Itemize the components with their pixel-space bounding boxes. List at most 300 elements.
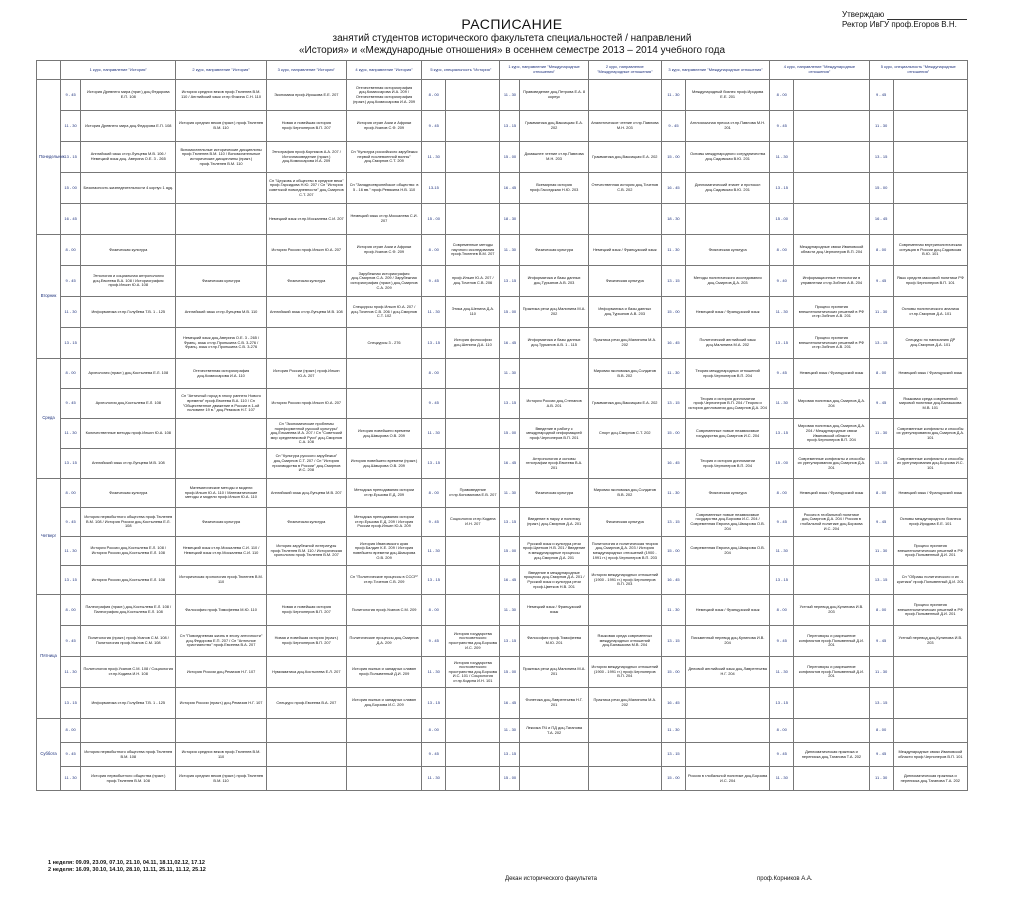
- schedule-cell: Теория и история дипломатии проф.Черноперов В.П. 204: [685, 449, 769, 479]
- time-slot: 15 - 00: [770, 449, 794, 479]
- schedule-cell: Методика преподавания истории ст.пр.Ершова Е.Д. 209: [346, 479, 421, 508]
- schedule-cell: История стран Азии и Африки проф.Усанов С.Ф. 209: [346, 235, 421, 266]
- time-slot: 11 - 30: [869, 767, 893, 791]
- schedule-cell: [794, 719, 869, 743]
- time-slot: 11 - 30: [869, 657, 893, 688]
- schedule-cell: Деловой английский язык доц.Лаврентьева Н.Г. 204: [685, 657, 769, 688]
- schedule-cell: Количественные методы проф.Ильин Ю.А. 108: [81, 419, 176, 449]
- schedule-row: [37, 767, 968, 791]
- schedule-cell: Переговоры и разрешение конфликтов проф.Полывенный Д.И. 201: [794, 626, 869, 657]
- schedule-cell: Безопасность жизнедеятельности 4 корпус 1 ауд.: [81, 173, 176, 204]
- schedule-row: [37, 743, 968, 767]
- schedule-cell: [446, 389, 500, 419]
- schedule-cell: [893, 142, 967, 173]
- column-header: 5 курс, специальность "История": [422, 61, 500, 80]
- schedule-cell: Сп "Западноевропейское общество: в 5 - 16 вв." проф.Ревякина Н.В. 110: [346, 173, 421, 204]
- schedule-cell: История России (практ.) проф.Ильин Ю.А. 207: [266, 359, 346, 389]
- schedule-cell: Немецкий язык / Французский язык: [685, 595, 769, 626]
- schedule-cell: Информатика и базы данных доц.Турьянов А.В. 1 - 115: [520, 328, 588, 359]
- time-slot: 16 - 45: [500, 173, 520, 204]
- time-slot: 16 - 45: [500, 449, 520, 479]
- time-slot: 13 - 15: [422, 566, 446, 595]
- time-slot: 8 - 00: [61, 235, 81, 266]
- schedule-cell: Грамматика доц.Ваксицкая Е.А. 202: [588, 142, 661, 173]
- schedule-cell: Физическая культура: [588, 508, 661, 537]
- schedule-cell: Спецкурсы проф.Ильин Ю.А. 207 / доц.Точенов С.В. 206 / доц.Смирнов С.Т. 102: [346, 297, 421, 328]
- time-slot: 18 - 30: [661, 204, 685, 235]
- schedule-cell: Сп "Античный город в эпоху раннего Нового времени" проф.Евсеева В.А. 110 / Сп "Общественное движение в России в 1-ой половине 19 в." доц.Ремизов Н.Г. 107: [176, 389, 266, 419]
- schedule-cell: Международные связи Ивановской области доц.Черноперов В.П. 204: [794, 235, 869, 266]
- schedule-cell: История Древнего мира доц.Федорова Е.П. 108: [81, 111, 176, 142]
- schedule-cell: История Древнего мира (прат.) доц.Федорова Е.П. 108: [81, 80, 176, 111]
- time-slot: 9 - 45: [869, 626, 893, 657]
- schedule-cell: Язык средств массовой политики РФ проф.Черноперов В.П. 101: [893, 266, 967, 297]
- schedule-cell: Отечественная историография доц.Комиссарова И.А. 110: [176, 359, 266, 389]
- schedule-cell: Отечественная историография доц.Комиссарова И.А. 209 / Отечественная историография (практ.) доц.Комиссарова И.А. 209: [346, 80, 421, 111]
- time-slot: 15 - 00: [661, 537, 685, 566]
- time-slot: 8 - 00: [770, 80, 794, 111]
- time-slot: 8 - 00: [770, 479, 794, 508]
- time-slot: 11 - 30: [422, 537, 446, 566]
- time-slot: 15 - 00: [500, 657, 520, 688]
- time-slot: 8 - 00: [770, 595, 794, 626]
- schedule-row: [37, 688, 968, 719]
- approval-block: [842, 10, 967, 30]
- schedule-cell: Археология (практ.) доц.Костылева Е.Л. 108: [81, 359, 176, 389]
- schedule-cell: История первобытного общества проф.Тюленев В.М. 108: [81, 743, 176, 767]
- schedule-cell: [346, 767, 421, 791]
- schedule-cell: Языковая среда современных международных отношений доц.Балашкова М.В. 204: [588, 626, 661, 657]
- time-slot: 9 - 45: [61, 508, 81, 537]
- schedule-cell: Вспомогательные исторические дисциплины проф.Тюленев В.М. 110 / Вспомогательные исторические дисциплины (практ.) проф.Тюленев В.М. 110: [176, 142, 266, 173]
- schedule-cell: [446, 419, 500, 449]
- time-slot: 9 - 45: [661, 111, 685, 142]
- schedule-cell: История России (практ.) доц.Ремизов Н.Г. 107: [176, 688, 266, 719]
- schedule-cell: История международных отношений (1900 - 1991 гг.) проф.Черноперов В.П. 204: [588, 657, 661, 688]
- schedule-row: [37, 566, 968, 595]
- time-slot: 13 - 15: [500, 111, 520, 142]
- time-slot: 11 - 30: [869, 111, 893, 142]
- schedule-cell: Политология (практ.) проф.Усанов С.М. 108 / Политология проф.Усанов С.М. 108: [81, 626, 176, 657]
- schedule-cell: Этнография проф.Корников А.А. 207 / Источниковедение (практ.) доц.Комиссарова И.А. 209: [266, 142, 346, 173]
- schedule-cell: [346, 719, 421, 743]
- schedule-cell: Информатика и базы данных доц.Турьянов А.В. 203: [588, 297, 661, 328]
- time-slot: 15 - 00: [661, 657, 685, 688]
- schedule-cell: Введение в науку и политику (практ.) доц.Смирнов Д.А. 201: [520, 508, 588, 537]
- schedule-row: [37, 508, 968, 537]
- schedule-row: [37, 449, 968, 479]
- schedule-row: [37, 111, 968, 142]
- schedule-cell: История России доц.Костылева Е.Л. 108: [81, 566, 176, 595]
- time-slot: 9 - 45: [422, 389, 446, 419]
- time-slot: 9 - 45: [61, 80, 81, 111]
- time-slot: 11 - 30: [661, 479, 685, 508]
- schedule-cell: Современная Европа доц.Шмырова О.В. 204: [685, 537, 769, 566]
- schedule-cell: Английский язык ст.пр.Лупцева М.В. 110: [176, 297, 266, 328]
- schedule-row: [37, 419, 968, 449]
- schedule-cell: [446, 173, 500, 204]
- schedule-cell: Информатика ст.пр.Голубева Т.В. 1 - 125: [81, 688, 176, 719]
- schedule-cell: Новая и новейшая история проф.Черноперов В.П. 207: [266, 595, 346, 626]
- schedule-cell: Основы политического анализа ст.пр.Смирнов Д.А. 101: [893, 297, 967, 328]
- schedule-cell: Языковая среда современной мировой политики доц.Балашкова М.В. 101: [893, 389, 967, 419]
- time-slot: 16 - 45: [661, 328, 685, 359]
- schedule-cell: [794, 142, 869, 173]
- schedule-cell: История зарубежной литературы проф.Тюленев В.М. 110 / Историческая хронология проф.Тюленев В.М. 207: [266, 537, 346, 566]
- schedule-cell: Физическая культура: [81, 235, 176, 266]
- schedule-cell: Спорт доц.Смирнов С.Т. 202: [588, 419, 661, 449]
- schedule-cell: [893, 80, 967, 111]
- time-slot: 9 - 45: [770, 508, 794, 537]
- schedule-cell: Физическая культура: [176, 508, 266, 537]
- schedule-cell: [794, 688, 869, 719]
- time-slot: 11 - 30: [869, 419, 893, 449]
- time-slot: 11 - 30: [422, 142, 446, 173]
- time-slot: 8 - 00: [61, 595, 81, 626]
- schedule-cell: [446, 719, 500, 743]
- schedule-cell: [794, 566, 869, 595]
- schedule-cell: Введение в международные процессы доц.Смирнов Д.А. 201 / Русский язык и культура речи проф.Цветков Н.В. 201: [520, 566, 588, 595]
- schedule-cell: История Ивановского края проф.Балдин К.Е. 209 / История новейшего времени доц.Шмырова О.В. 209: [346, 537, 421, 566]
- schedule-cell: [176, 173, 266, 204]
- schedule-cell: Немецкий язык ст.пр.Москалева С.И. 207: [346, 204, 421, 235]
- time-slot: 11 - 30: [661, 595, 685, 626]
- time-slot: 11 - 30: [770, 537, 794, 566]
- schedule-row: [37, 657, 968, 688]
- schedule-cell: Физическая культура: [685, 479, 769, 508]
- time-slot: 11 - 30: [500, 595, 520, 626]
- schedule-cell: История первобытного общества (практ.) проф.Тюленев В.М. 108: [81, 767, 176, 791]
- schedule-cell: [176, 204, 266, 235]
- schedule-cell: [446, 142, 500, 173]
- schedule-cell: [520, 743, 588, 767]
- column-header: 4 курс, направление "История": [346, 61, 421, 80]
- time-slot: 8 - 00: [422, 359, 446, 389]
- time-slot: 9 - 45: [422, 111, 446, 142]
- schedule-cell: Переговоры и разрешение конфликтов проф.Полывенный Д.И. 201: [794, 657, 869, 688]
- schedule-cell: [346, 359, 421, 389]
- schedule-cell: История России доц.Ремизов Н.Г. 107: [176, 657, 266, 688]
- column-header: 4 курс, направление "Международные отношения": [770, 61, 869, 80]
- time-slot: 16 - 45: [661, 566, 685, 595]
- schedule-cell: Нумизматика доц.Костылева Е.Л. 207: [266, 657, 346, 688]
- schedule-cell: проф.Ильин Ю.А. 207 / доц.Точенов С.В. 206: [446, 266, 500, 297]
- schedule-cell: Политология проф.Усанов С.М. 108 / Социология ст.пр.Кодина И.Н. 108: [81, 657, 176, 688]
- schedule-row: [37, 595, 968, 626]
- schedule-row: [37, 297, 968, 328]
- schedule-cell: История России проф.Ильин Ю.А. 207: [266, 389, 346, 419]
- header-corner: [37, 61, 61, 80]
- time-slot: 8 - 00: [869, 595, 893, 626]
- schedule-cell: [446, 566, 500, 595]
- time-slot: 9 - 45: [422, 508, 446, 537]
- schedule-cell: Дипломатический этикет и протокол доц.Садовская В.Ю. 201: [685, 173, 769, 204]
- time-slot: 13 - 15: [500, 743, 520, 767]
- schedule-cell: Физическая культура: [520, 479, 588, 508]
- schedule-cell: Зарубежная историография доц.Смирнов С.А. 209 / Зарубежная историография (практ.) доц.Смирнов С.А. 209: [346, 266, 421, 297]
- subtitle-line: занятий студентов исторического факультета специальностей / направлений: [332, 33, 692, 44]
- schedule-cell: История новейшего времени (практ.) доц.Шмырова О.В. 209: [346, 449, 421, 479]
- schedule-row: [37, 266, 968, 297]
- column-header: 2 курс, направление "История": [176, 61, 266, 80]
- schedule-cell: [685, 204, 769, 235]
- day-label: Среда: [37, 359, 61, 479]
- schedule-cell: Философия проф.Тимофеева М.Ю. 201: [520, 626, 588, 657]
- schedule-cell: Сп "Образы политического и их критика" проф.Полывенный Д.И. 201: [893, 566, 967, 595]
- schedule-cell: [266, 743, 346, 767]
- schedule-cell: [893, 719, 967, 743]
- schedule-cell: Немецкий язык / Французский язык: [520, 595, 588, 626]
- dean-label: Декан исторического факультета: [505, 876, 597, 882]
- schedule-cell: История южных и западных славян проф.Полывенный Д.И. 209: [346, 657, 421, 688]
- time-slot: 8 - 00: [422, 80, 446, 111]
- schedule-cell: [446, 595, 500, 626]
- time-slot: 15 - 00: [661, 419, 685, 449]
- schedule-cell: Экономика проф.Ирошова Е.Е. 207: [266, 80, 346, 111]
- schedule-cell: [81, 719, 176, 743]
- time-slot: 11 - 30: [422, 657, 446, 688]
- time-slot: 13 - 15: [869, 566, 893, 595]
- time-slot: 13 - 15: [422, 328, 446, 359]
- time-slot: 13 - 15: [500, 508, 520, 537]
- time-slot: 13 - 15: [770, 328, 794, 359]
- time-slot: 15 - 00: [500, 419, 520, 449]
- schedule-cell: Новая и новейшая история (практ.) проф.Черноперов В.П. 207: [266, 626, 346, 657]
- schedule-cell: Антропология и основы этнографии проф.Евсеева В.А. 201: [520, 449, 588, 479]
- schedule-row: [37, 537, 968, 566]
- schedule-cell: [588, 767, 661, 791]
- schedule-cell: История России доц.Степанов А.В. 201: [520, 389, 588, 419]
- schedule-cell: Физическая культура: [520, 235, 588, 266]
- time-slot: 9 - 45: [770, 111, 794, 142]
- time-slot: 15 - 00: [661, 297, 685, 328]
- time-slot: 8 - 00: [869, 359, 893, 389]
- schedule-cell: Всемирная история проф.Гасседская Н.Ю. 203: [520, 173, 588, 204]
- schedule-cell: [446, 449, 500, 479]
- time-slot: 8 - 00: [869, 235, 893, 266]
- time-slot: 13 - 15: [770, 566, 794, 595]
- schedule-cell: История первобытного общества проф.Тюленев В.М. 108 / История России доц.Костылева Е.Л. 108: [81, 508, 176, 537]
- schedule-cell: Немецкий язык / Французский язык: [794, 359, 869, 389]
- time-slot: 11 - 30: [500, 479, 520, 508]
- week-1-dates: 1 неделя: 09.09, 23.09, 07.10, 21.10, 04.11, 18.11,02.12, 17.12: [48, 860, 205, 866]
- schedule-cell: Правоведение ст.пр.Коновалова Е.В. 207: [446, 479, 500, 508]
- schedule-row: [37, 479, 968, 508]
- schedule-cell: Грамматика доц.Ваксицкая Е.А. 202: [520, 111, 588, 142]
- time-slot: 11 - 30: [770, 389, 794, 419]
- column-header: 3 курс, направление "История": [266, 61, 346, 80]
- time-slot: 15 - 00: [770, 204, 794, 235]
- schedule-cell: Философия проф.Тимофеева М.Ю. 110: [176, 595, 266, 626]
- schedule-cell: [685, 566, 769, 595]
- day-label: Понедельник: [37, 80, 61, 235]
- schedule-cell: Теория международных отношений проф.Черноперов В.П. 204: [685, 359, 769, 389]
- schedule-row: [37, 389, 968, 419]
- schedule-cell: Аналитическое чтение ст.пр.Павлова М.Н. 203: [588, 111, 661, 142]
- schedule-cell: Международные связи Ивановской области проф.Черноперов В.П. 101: [893, 743, 967, 767]
- schedule-cell: Английский язык ст.пр.Лупцева М.В. 108: [266, 297, 346, 328]
- time-slot: 13 - 15: [61, 688, 81, 719]
- schedule-cell: История России проф.Ильин Ю.А. 207: [266, 235, 346, 266]
- time-slot: 11 - 30: [61, 767, 81, 791]
- schedule-cell: История средних веков проф.Тюленев В.М. 110: [176, 743, 266, 767]
- schedule-cell: [588, 719, 661, 743]
- schedule-cell: Новая и новейшая история проф.Черноперов В.П. 207: [266, 111, 346, 142]
- schedule-cell: Фонетика доц.Лаврентьева Н.Г. 201: [520, 688, 588, 719]
- time-slot: 11 - 30: [61, 537, 81, 566]
- time-slot: 9 - 45: [869, 80, 893, 111]
- schedule-cell: Немецкий язык ст.пр.Москалева С.И. 207: [266, 204, 346, 235]
- day-label: Вторник: [37, 235, 61, 359]
- schedule-cell: Этика доц.Шенина Д.А. 110: [446, 297, 500, 328]
- schedule-cell: Сп "Культура русского зарубежья" доц.Смирнов С.Т. 207 / Сп "История производства в России" доц.Смирнов И.С. 208: [266, 449, 346, 479]
- time-slot: 13 - 15: [869, 688, 893, 719]
- schedule-cell: [446, 688, 500, 719]
- time-slot: 16 - 45: [661, 173, 685, 204]
- time-slot: 11 - 30: [61, 111, 81, 142]
- schedule-row: [37, 328, 968, 359]
- schedule-cell: Грамматика доц.Ваксицкая Е.А. 202: [588, 389, 661, 419]
- time-slot: 11 - 30: [500, 719, 520, 743]
- time-slot: 15 - 00: [661, 142, 685, 173]
- schedule-cell: [588, 449, 661, 479]
- schedule-cell: Современные новые независимые государства доц.Борзова И.С. 204 / Современная Европа доц.Шмырова О.В. 204: [685, 508, 769, 537]
- schedule-cell: [588, 743, 661, 767]
- day-label: Четверг: [37, 479, 61, 595]
- schedule-row: [37, 626, 968, 657]
- schedule-cell: Немецкий язык / Французский язык: [794, 479, 869, 508]
- schedule-cell: Англоязычная пресса ст.пр.Павлова М.Н. 201: [685, 111, 769, 142]
- schedule-cell: Устный перевод доц.Кулинова И.В. 203: [794, 595, 869, 626]
- dean-name: проф.Корников А.А.: [757, 876, 813, 882]
- schedule-cell: [346, 389, 421, 419]
- time-slot: 13 - 15: [61, 566, 81, 595]
- schedule-cell: [176, 235, 266, 266]
- time-slot: 9 - 45: [422, 626, 446, 657]
- time-slot: 11 - 30: [422, 297, 446, 328]
- schedule-cell: Политология и политическая теория доц.Смирнов Д.А. 203 / История международных отношений (1900 - 1991 гг.) проф.Черноперов В.П. 203: [588, 537, 661, 566]
- schedule-cell: Политические процессы доц.Смирнов Д.А. 209: [346, 626, 421, 657]
- schedule-cell: Процесс принятия внешнеполитических решений в РФ ст.пр.Зобнин А.В. 201: [794, 328, 869, 359]
- schedule-cell: Процесс принятия внешнеполитических решений в РФ ст.пр.Зобнин А.В. 201: [794, 297, 869, 328]
- time-slot: 15 - 00: [500, 142, 520, 173]
- schedule-cell: Этнология и социальная антропология доц.Евсеева В.А. 108 / Историография проф.Ильин Ю.А. 108: [81, 266, 176, 297]
- schedule-cell: Современные методы научного исследования проф.Тюленев В.М. 207: [446, 235, 500, 266]
- time-slot: 16 - 45: [661, 688, 685, 719]
- schedule-cell: Мировая политика доц.Смирнов Д.А. 204 / Международные связи Ивановской области проф.Черноперов В.П. 204: [794, 419, 869, 449]
- time-slot: 13 - 15: [869, 449, 893, 479]
- schedule-cell: [520, 767, 588, 791]
- schedule-cell: Немецкий язык доц.Аверина О.Е. 3 - 265 / Франц. язык ст.пр.Пронькина С.В. 3-276 / Франц. язык ст.пр.Пронькина С.В. 3-276: [176, 328, 266, 359]
- schedule-cell: Сп "Повседневная жизнь в эпоху античности" доц.Федорова Е.П. 207 / Сп "Античное христианство" проф.Евсеева В.А. 207: [176, 626, 266, 657]
- schedule-cell: [520, 204, 588, 235]
- schedule-cell: Теория и история дипломатии проф.Черноперов В.П. 204 / Теория и история дипломатии доц.Смирнов Д.А. 204: [685, 389, 769, 419]
- column-header: 2 курс, направление "Международные отношения": [588, 61, 661, 80]
- time-slot: 13 - 15: [661, 743, 685, 767]
- schedule-cell: Физическая культура: [588, 266, 661, 297]
- time-slot: 16 - 45: [661, 449, 685, 479]
- schedule-cell: История средних веков (практ.) проф.Тюленев В.М. 110: [176, 111, 266, 142]
- schedule-cell: Мировая политика доц.Смирнов Д.А. 204: [794, 389, 869, 419]
- time-slot: 8 - 00: [422, 719, 446, 743]
- schedule-cell: Палеография (практ.) доц.Костылева Е.Л. 108 / Палеография доц.Костылева Е.Л. 108: [81, 595, 176, 626]
- schedule-cell: Русский язык и культура речи проф.Цветков Н.В. 201 / Введение в международные процессы доц.Смирнов Д.А. 201: [520, 537, 588, 566]
- day-label: Суббота: [37, 719, 61, 791]
- time-slot: 9 - 45: [422, 743, 446, 767]
- schedule-cell: Археология доц.Костылева Е.Л. 108: [81, 389, 176, 419]
- time-slot: 15 - 00: [661, 767, 685, 791]
- schedule-cell: Историческая хронология проф.Тюленев В.М. 110: [176, 566, 266, 595]
- time-slot: 9 - 45: [61, 266, 81, 297]
- time-slot: 9 - 45: [61, 626, 81, 657]
- time-slot: 11 - 30: [661, 719, 685, 743]
- time-slot: 8 - 00: [61, 479, 81, 508]
- schedule-cell: [685, 743, 769, 767]
- schedule-row: [37, 235, 968, 266]
- time-slot: 13 - 15: [770, 173, 794, 204]
- time-slot: 9 - 45: [422, 266, 446, 297]
- schedule-cell: [794, 173, 869, 204]
- approval-rector: Ректор ИвГУ проф.Егоров В.Н.: [842, 20, 957, 29]
- schedule-cell: [266, 767, 346, 791]
- schedule-cell: Современные конфликты и способы их урегулирования доц.Смирнов Д.А. 201: [794, 449, 869, 479]
- time-slot: 13 - 15: [661, 266, 685, 297]
- schedule-cell: [685, 719, 769, 743]
- schedule-cell: Современные конфликты и способы их урегулирования доц.Смирнов Д.А. 101: [893, 419, 967, 449]
- schedule-cell: Современные новые независимые государства доц.Смирнов И.С. 204: [685, 419, 769, 449]
- schedule-cell: Практика речи доц.Малинина М.А. 201: [520, 657, 588, 688]
- schedule-cell: Физическая культура: [81, 479, 176, 508]
- schedule-cell: [893, 204, 967, 235]
- time-slot: 8 - 00: [61, 719, 81, 743]
- schedule-cell: Немецкий язык / Французский язык: [685, 297, 769, 328]
- schedule-cell: [446, 80, 500, 111]
- schedule-cell: [81, 204, 176, 235]
- schedule-cell: Правоведение доц.Петрова Е.А. 8 корпус: [520, 80, 588, 111]
- schedule-cell: [893, 657, 967, 688]
- schedule-cell: Методика преподавания истории ст.пр.Ершова Е.Д. 209 / История России проф.Ильин Ю.А. 209: [346, 508, 421, 537]
- column-header: 5 курс, специальность "Международные отношения": [869, 61, 967, 80]
- schedule-cell: Немецкий язык / Французский язык: [893, 479, 967, 508]
- time-slot: 8 - 00: [770, 235, 794, 266]
- time-slot: 11 - 30: [661, 235, 685, 266]
- schedule-cell: История России доц.Костылева Е.Л. 108 / История России доц.Костылева Е.Л. 108: [81, 537, 176, 566]
- time-slot: 8 - 00: [869, 479, 893, 508]
- schedule-cell: [893, 688, 967, 719]
- schedule-cell: История средних веков (практ.) проф.Тюленев В.М. 110: [176, 767, 266, 791]
- schedule-cell: Немецкий язык / Французский язык: [893, 359, 967, 389]
- time-slot: 11 - 30: [661, 80, 685, 111]
- time-slot: 13 - 15: [61, 449, 81, 479]
- time-slot: 8 - 00: [770, 719, 794, 743]
- time-slot: 9 - 45: [770, 626, 794, 657]
- schedule-cell: [266, 328, 346, 359]
- schedule-cell: Введение в работу с международной информацией проф.Черноперов В.П. 201: [520, 419, 588, 449]
- time-slot: 8 - 00: [422, 595, 446, 626]
- time-slot: 11 - 30: [500, 80, 520, 111]
- schedule-cell: [176, 719, 266, 743]
- time-slot: 8 - 00: [61, 359, 81, 389]
- schedule-cell: История международных отношений (1900 - 1991 гг.) проф.Черноперов В.П. 203: [588, 566, 661, 595]
- time-slot: 18 - 30: [500, 204, 520, 235]
- schedule-cell: [588, 80, 661, 111]
- schedule-cell: Физическая культура: [176, 266, 266, 297]
- time-slot: 9 - 40: [770, 266, 794, 297]
- time-slot: 13 - 15: [661, 626, 685, 657]
- time-slot: 9 - 45: [869, 266, 893, 297]
- schedule-cell: Основы международного бизнеса проф.Иродова Е.Е. 101: [893, 508, 967, 537]
- schedule-cell: [588, 204, 661, 235]
